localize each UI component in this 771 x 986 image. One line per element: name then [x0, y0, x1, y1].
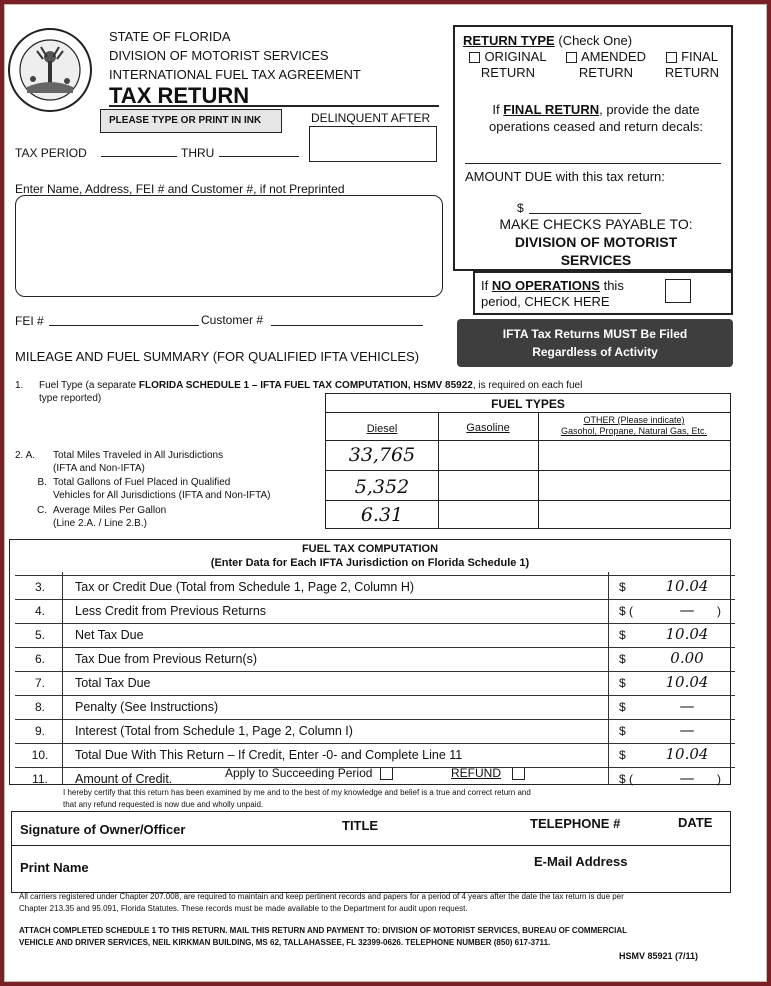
delinquent-after-label: DELINQUENT AFTER: [311, 111, 431, 125]
row-close-paren: ): [717, 772, 721, 786]
row-amount-field[interactable]: —: [679, 697, 695, 715]
row-amount-field[interactable]: —: [679, 601, 695, 619]
tax-period-thru-label: THRU: [181, 146, 215, 160]
fei-label: FEI #: [15, 314, 44, 328]
row-dollar-sign: $: [619, 580, 626, 594]
payee-line-2: SERVICES: [560, 252, 632, 268]
form-title: TAX RETURN: [109, 83, 250, 108]
row-number: 9.: [34, 724, 45, 738]
final-checkbox[interactable]: [666, 52, 677, 63]
summary-line-2b: B. Total Gallons of Fuel Placed in Qualified Vehicles for All Jurisdictions (IFTA and Non-IFTA): [37, 477, 271, 501]
records-notice-line-1: All carriers registered under Chapter 207.008, are required to maintain and keep pertinent records and papers for a period of 4 years after the date the tax return is due per: [19, 892, 624, 901]
row-dollar-sign: $: [619, 748, 626, 762]
col-other: OTHER (Please indicate) Gasohol, Propane, Natural Gas, Etc.: [560, 415, 708, 436]
row-description: Tax or Credit Due (Total from Schedule 1, Page 2, Column H): [75, 580, 415, 594]
fuel-types-table: [325, 393, 731, 529]
row-number: 4.: [34, 604, 45, 618]
diesel-total-gallons[interactable]: 5,352: [354, 476, 410, 498]
diesel-avg-mpg[interactable]: 6.31: [360, 504, 404, 526]
row-dollar-sign: $: [619, 628, 626, 642]
fuel-tax-row-5: [15, 623, 735, 647]
fuel-types-title: FUEL TYPES: [491, 397, 565, 411]
fuel-tax-row-8: [15, 695, 735, 719]
row-dollar-sign: $ (: [619, 604, 634, 618]
row-number: 11.: [32, 772, 48, 786]
signature-owner-label: Signature of Owner/Officer: [20, 822, 186, 837]
final-date-field[interactable]: [465, 163, 721, 164]
attach-notice-line-1: ATTACH COMPLETED SCHEDULE 1 TO THIS RETURN. MAIL THIS RETURN AND PAYMENT TO: DIVISION OF MOTORIST SERVICES, BUREAU OF COMMERCIAL: [19, 926, 628, 935]
summary-line-2a: 2. A. Total Miles Traveled in All Jurisdictions (IFTA and Non-IFTA): [15, 450, 224, 474]
checks-payable-label: MAKE CHECKS PAYABLE TO:: [499, 216, 693, 232]
fei-field[interactable]: [49, 325, 199, 326]
tax-period-label: TAX PERIOD: [15, 146, 87, 160]
title-label: TITLE: [342, 818, 379, 833]
fuel-tax-row-9: [15, 719, 735, 743]
row-description: Total Due With This Return – If Credit, Enter -0- and Complete Line 11: [75, 748, 463, 762]
row-dollar-sign: $: [619, 652, 626, 666]
fuel-type-note: 1. Fuel Type (a separate FLORIDA SCHEDULE 1 – IFTA FUEL TAX COMPUTATION, HSMV 85922, is required on each fuel type reported): [15, 380, 583, 404]
tax-period-from-field[interactable]: [101, 156, 177, 157]
fuel-tax-title: FUEL TAX COMPUTATION: [301, 543, 439, 555]
other-total-miles[interactable]: [539, 441, 729, 469]
mileage-fuel-summary-title: MILEAGE AND FUEL SUMMARY (FOR QUALIFIED IFTA VEHICLES): [15, 349, 420, 364]
signature-field[interactable]: [18, 838, 318, 844]
amount-due-field[interactable]: [529, 213, 641, 214]
print-name-label: Print Name: [20, 860, 89, 875]
gasoline-total-miles[interactable]: [439, 441, 537, 469]
return-type-box: [453, 25, 733, 271]
return-type-check-one: (Check One): [558, 33, 633, 48]
summary-line-2c: C. Average Miles Per Gallon (Line 2.A. / Line 2.B.): [37, 505, 167, 529]
row-dollar-sign: $ (: [619, 772, 634, 786]
fuel-tax-row-4: [15, 599, 735, 623]
row-description: Penalty (See Instructions): [75, 700, 219, 714]
delinquent-after-field[interactable]: [309, 126, 437, 162]
refund-option[interactable]: REFUND: [451, 766, 529, 780]
row-amount-field[interactable]: —: [679, 769, 695, 787]
name-address-field[interactable]: [15, 195, 443, 297]
option-original[interactable]: ORIGINAL RETURN: [463, 49, 553, 81]
row-description: Interest (Total from Schedule 1, Page 2, Column I): [75, 724, 353, 738]
fuel-tax-subtitle: (Enter Data for Each IFTA Jurisdiction on Florida Schedule 1): [210, 557, 530, 569]
row-number: 10.: [31, 748, 49, 762]
email-label: E-Mail Address: [534, 854, 628, 869]
return-type-title: RETURN TYPE: [463, 33, 555, 48]
form-page: [4, 4, 767, 982]
col-gasoline: Gasoline: [466, 422, 510, 434]
original-checkbox[interactable]: [469, 52, 480, 63]
form-number: HSMV 85921 (7/11): [619, 951, 699, 961]
certification-line-2: that any refund requested is now due and wholly unpaid.: [63, 800, 264, 809]
row-amount-field[interactable]: 10.04: [665, 673, 709, 691]
apply-succeeding-period[interactable]: Apply to Succeeding Period: [225, 766, 397, 780]
row-dollar-sign: $: [619, 700, 626, 714]
agency-line-1: STATE OF FLORIDA: [109, 29, 231, 44]
row-description: Amount of Credit.: [75, 772, 173, 786]
customer-label: Customer #: [201, 313, 264, 327]
customer-field[interactable]: [271, 325, 423, 326]
row-amount-field[interactable]: 10.04: [665, 577, 709, 595]
row-amount-field[interactable]: —: [679, 721, 695, 739]
fuel-tax-row-10: [15, 743, 735, 767]
row-description: Less Credit from Previous Returns: [75, 604, 267, 618]
name-block-label: Enter Name, Address, FEI # and Customer #, if not Preprinted: [15, 182, 345, 196]
records-notice-line-2: Chapter 213.35 and 95.091, Florida Statutes. These records must be made available to the Department for audit upon request.: [19, 904, 468, 913]
row-amount-field[interactable]: 10.04: [665, 745, 709, 763]
option-amended[interactable]: AMENDED RETURN: [561, 49, 651, 81]
agency-line-3: INTERNATIONAL FUEL TAX AGREEMENT: [109, 67, 361, 82]
print-note: PLEASE TYPE OR PRINT IN INK: [100, 109, 282, 133]
option-final[interactable]: FINAL RETURN: [664, 49, 720, 80]
row-amount-field[interactable]: 0.00: [670, 649, 704, 667]
row-description: Net Tax Due: [75, 628, 144, 642]
row-close-paren: ): [717, 604, 721, 618]
fuel-tax-row-11: [15, 767, 735, 791]
tax-period-thru-field[interactable]: [219, 156, 299, 157]
print-name-field[interactable]: [18, 878, 518, 890]
certification-line-1: I hereby certify that this return has been examined by me and to the best of my knowledge and belief is a true and correct return and: [63, 788, 531, 797]
row-number: 3.: [34, 580, 45, 594]
row-dollar-sign: $: [619, 724, 626, 738]
row-description: Tax Due from Previous Return(s): [75, 652, 258, 666]
amount-due-label: AMOUNT DUE with this tax return:: [465, 169, 665, 184]
payee-line-1: DIVISION OF MOTORIST: [514, 234, 678, 250]
date-label: DATE: [678, 815, 713, 830]
signature-block: [11, 811, 731, 893]
row-amount-field[interactable]: 10.04: [665, 625, 709, 643]
row-number: 5.: [34, 628, 45, 642]
row-number: 6.: [34, 652, 45, 666]
fuel-tax-row-6: [15, 647, 735, 671]
col-diesel: Diesel: [366, 423, 398, 435]
amended-checkbox[interactable]: [566, 52, 577, 63]
fuel-tax-row-7: [15, 671, 735, 695]
diesel-total-miles[interactable]: 33,765: [348, 444, 416, 466]
florida-seal: [7, 27, 93, 113]
final-return-instructions: If FINAL RETURN, provide the date operations ceased and return decals:: [489, 102, 703, 134]
no-operations-box: If NO OPERATIONS this period, CHECK HERE: [473, 271, 733, 315]
fuel-tax-row-3: [15, 575, 735, 599]
ifta-banner: IFTA Tax Returns MUST Be Filed Regardless of Activity: [457, 319, 733, 367]
row-number: 7.: [34, 676, 45, 690]
attach-notice-line-2: VEHICLE AND DRIVER SERVICES, NEIL KIRKMAN BUILDING, MS 62, TALLAHASSEE, FL 32399-0626. TELEPHONE NUMBER (850) 617-3711.: [19, 938, 551, 947]
row-dollar-sign: $: [619, 676, 626, 690]
agency-line-2: DIVISION OF MOTORIST SERVICES: [109, 48, 329, 63]
no-operations-checkbox[interactable]: [665, 279, 691, 303]
amount-due-dollar: $: [517, 201, 524, 215]
row-description: Total Tax Due: [75, 676, 151, 690]
row-number: 8.: [34, 700, 45, 714]
telephone-label: TELEPHONE #: [530, 816, 621, 831]
